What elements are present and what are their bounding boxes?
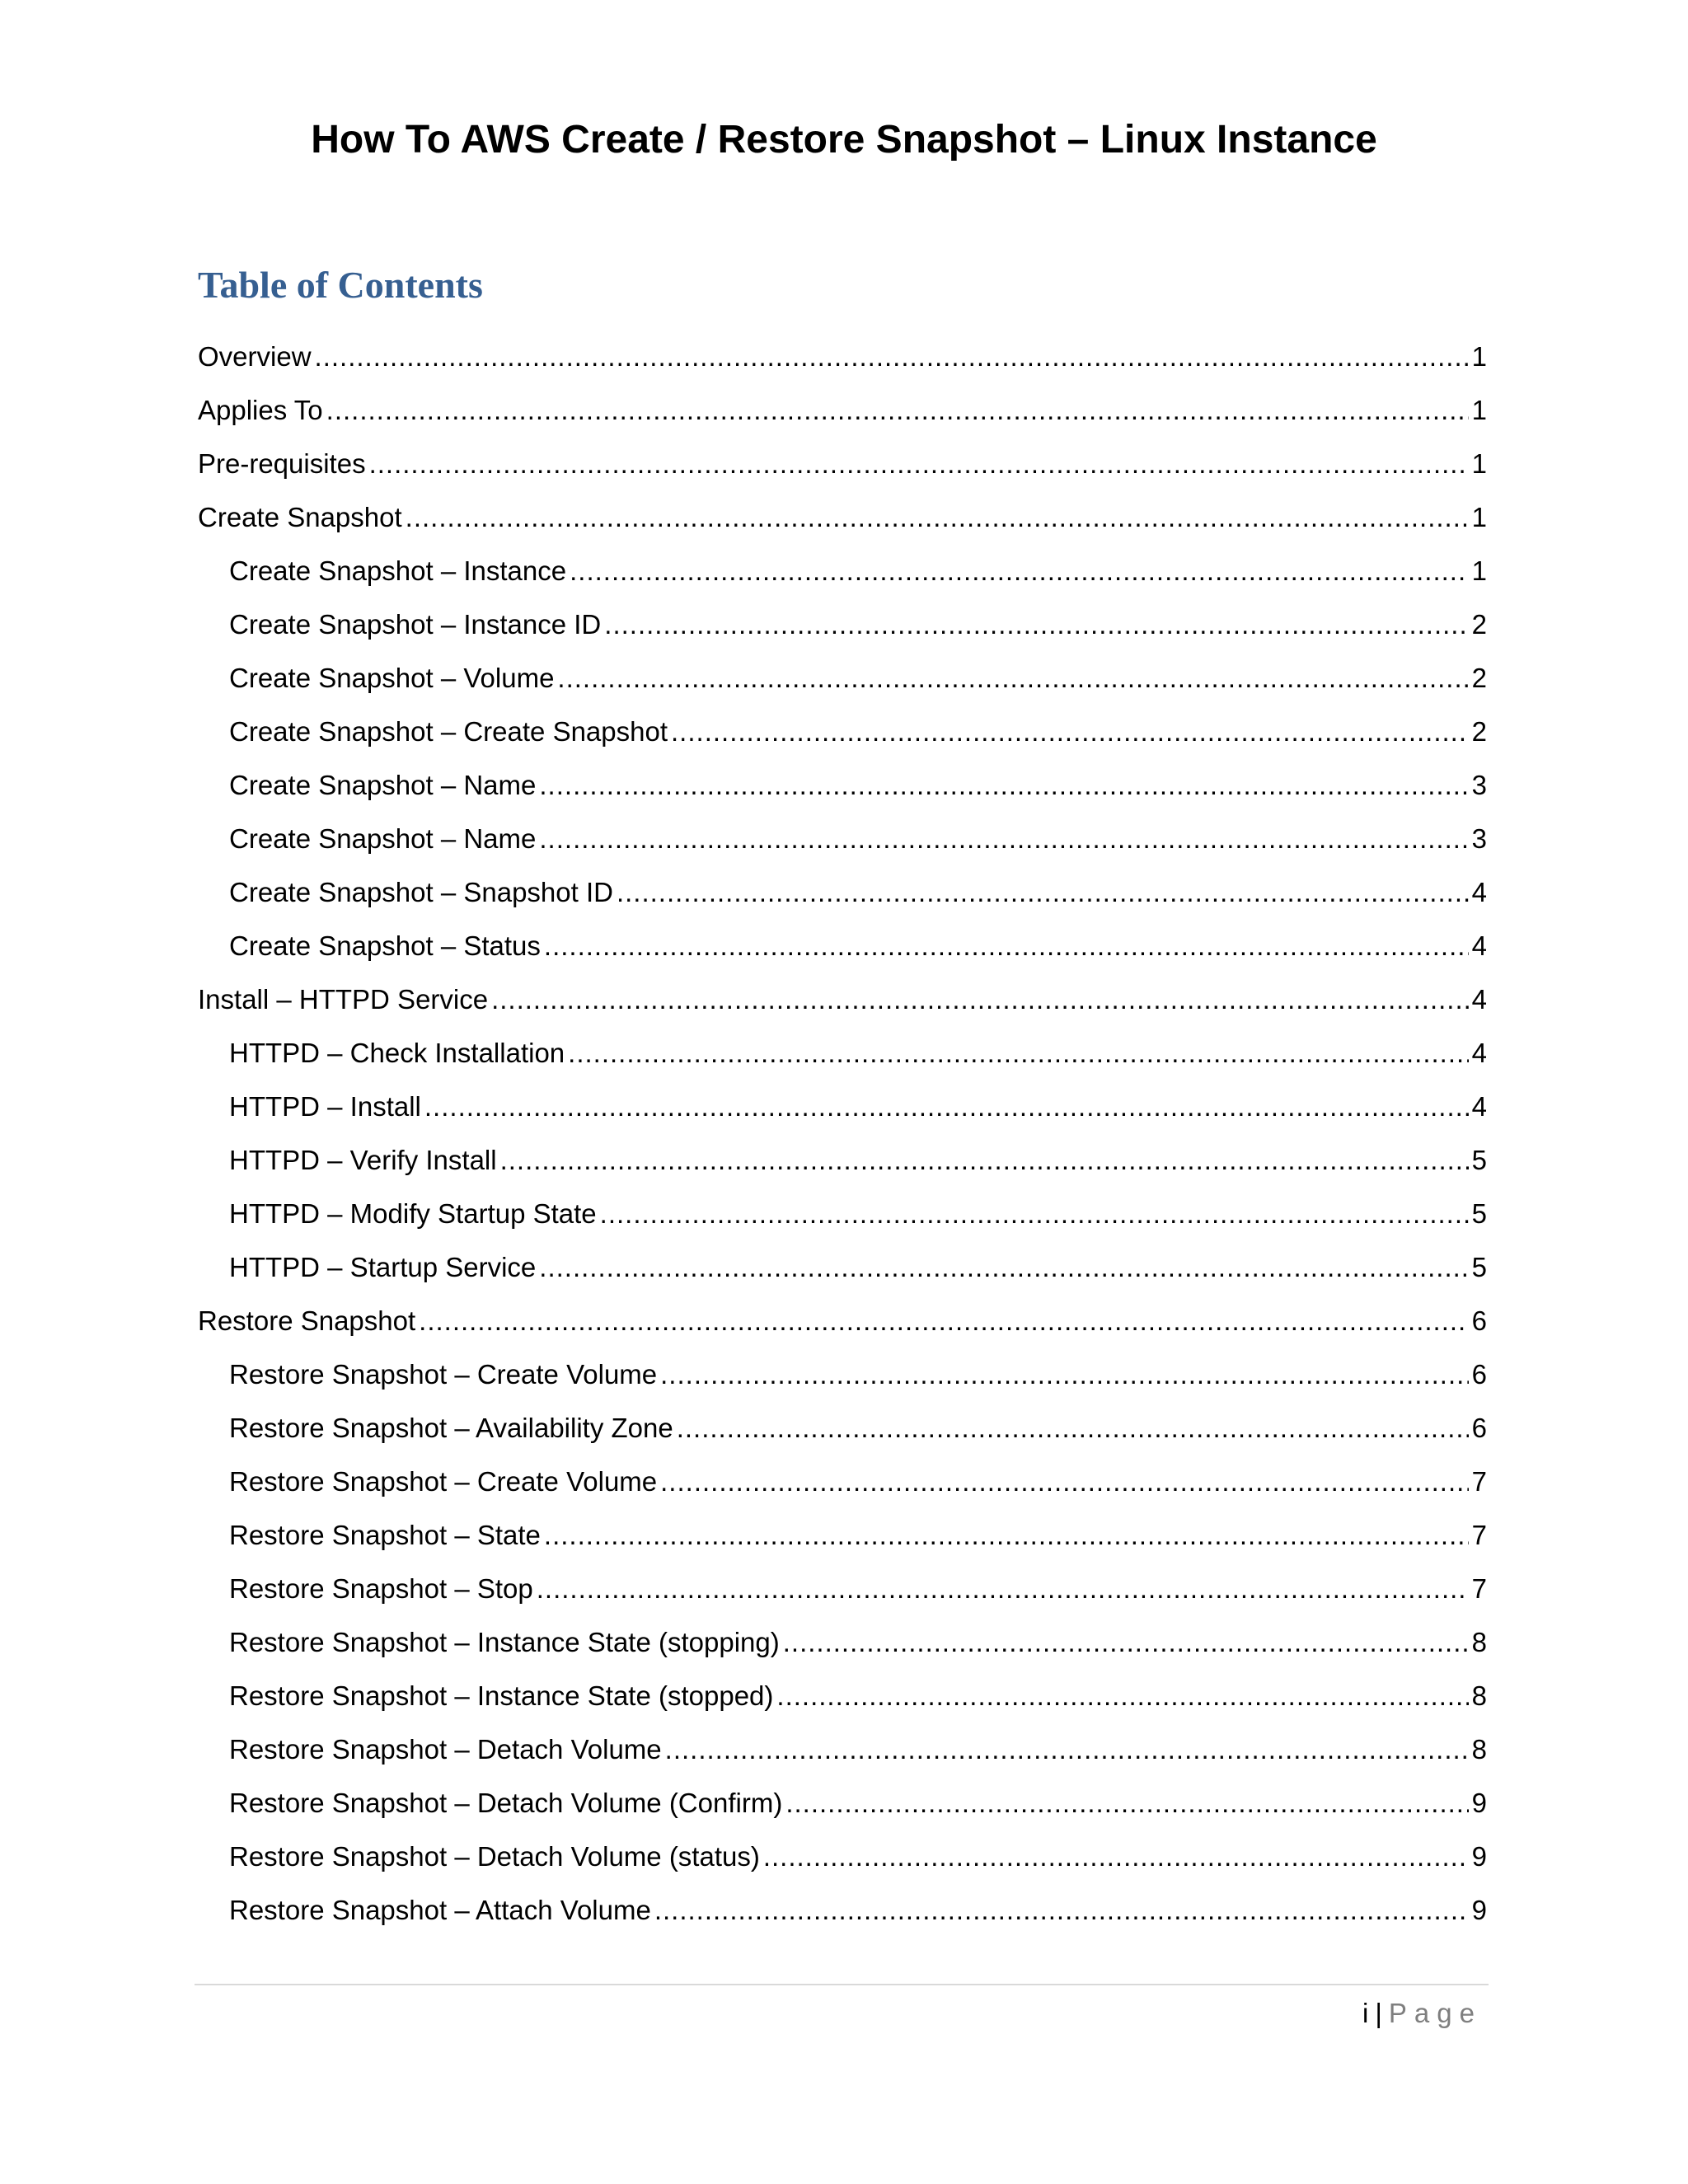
- toc-entry[interactable]: [198, 1026, 1487, 1080]
- toc-entry-label: Restore Snapshot – Instance State (stopped): [229, 1680, 774, 1711]
- toc-entry[interactable]: [198, 544, 1487, 598]
- toc-entry[interactable]: [198, 705, 1487, 758]
- toc-dot-leader: [539, 1240, 1468, 1294]
- toc-entry[interactable]: [198, 1883, 1487, 1937]
- document-title: How To AWS Create / Restore Snapshot – Linux Instance: [311, 118, 1377, 162]
- toc-entry[interactable]: [198, 383, 1487, 437]
- toc-entry[interactable]: [198, 1722, 1487, 1776]
- toc-entry-page: 5: [1471, 1145, 1487, 1175]
- toc-entry[interactable]: [198, 1187, 1487, 1240]
- toc-dot-leader: [406, 490, 1469, 544]
- toc-entry-page: 8: [1471, 1734, 1487, 1765]
- toc-entry[interactable]: [198, 598, 1487, 651]
- toc-dot-leader: [419, 1294, 1468, 1347]
- toc-entry-label: Install – HTTPD Service: [198, 984, 489, 1015]
- toc-entry[interactable]: [198, 1401, 1487, 1455]
- page-footer: [1362, 1993, 1482, 2034]
- toc-entry[interactable]: [198, 1347, 1487, 1401]
- toc-entry-page: 6: [1471, 1305, 1487, 1336]
- toc-entry-page: 4: [1471, 877, 1487, 907]
- toc-entry-page: 1: [1471, 448, 1487, 479]
- toc-dot-leader: [539, 812, 1468, 865]
- toc-entry-label: HTTPD – Install: [229, 1091, 421, 1122]
- toc-dot-leader: [660, 1455, 1469, 1508]
- toc-entry-page: 8: [1471, 1680, 1487, 1711]
- toc-dot-leader: [785, 1776, 1468, 1830]
- toc-entry-label: Create Snapshot – Snapshot ID: [229, 877, 613, 907]
- toc-entry-page: 3: [1471, 823, 1487, 854]
- toc-dot-leader: [539, 758, 1468, 812]
- toc-entry[interactable]: [198, 758, 1487, 812]
- toc-entry-page: 4: [1471, 930, 1487, 961]
- toc-dot-leader: [570, 544, 1469, 598]
- toc-entry-label: Restore Snapshot – Create Volume: [229, 1466, 658, 1497]
- footer-divider: [195, 1984, 1489, 1985]
- toc-entry-label: Restore Snapshot – Attach Volume: [229, 1895, 651, 1925]
- toc-entry-label: Restore Snapshot – Create Volume: [229, 1359, 658, 1390]
- toc-dot-leader: [763, 1830, 1469, 1883]
- toc-dot-leader: [326, 383, 1469, 437]
- toc-entry-label: Restore Snapshot – State: [229, 1520, 541, 1550]
- toc-entry-label: Create Snapshot – Volume: [229, 663, 555, 693]
- toc-entry[interactable]: [198, 1562, 1487, 1615]
- footer-separator: |: [1375, 1998, 1382, 2028]
- toc-entry-page: 5: [1471, 1198, 1487, 1229]
- toc-entry-page: 9: [1471, 1841, 1487, 1872]
- toc-entry[interactable]: [198, 1615, 1487, 1669]
- toc-dot-leader: [617, 865, 1469, 919]
- toc-entry-label: HTTPD – Modify Startup State: [229, 1198, 597, 1229]
- toc-entry-page: 3: [1471, 770, 1487, 800]
- toc-entry-label: Create Snapshot – Instance: [229, 555, 567, 586]
- toc-entry[interactable]: [198, 1080, 1487, 1133]
- footer-page-number: i: [1362, 1998, 1369, 2028]
- toc-entry-label: Create Snapshot – Instance ID: [229, 609, 602, 640]
- toc-entry-page: 1: [1471, 341, 1487, 372]
- toc-entry-label: Create Snapshot – Status: [229, 930, 541, 961]
- toc-dot-leader: [665, 1722, 1469, 1776]
- toc-entry[interactable]: [198, 1240, 1487, 1294]
- toc-entry-page: 2: [1471, 716, 1487, 747]
- toc-entry[interactable]: [198, 1133, 1487, 1187]
- toc-dot-leader: [544, 1508, 1469, 1562]
- toc-entry-page: 1: [1471, 395, 1487, 425]
- toc-entry[interactable]: [198, 1669, 1487, 1722]
- toc-entry-page: 9: [1471, 1895, 1487, 1925]
- toc-entry-page: 2: [1471, 609, 1487, 640]
- toc-entry-label: Restore Snapshot – Instance State (stopping): [229, 1627, 780, 1657]
- footer-page-word: Page: [1388, 1998, 1482, 2028]
- toc-entry[interactable]: [198, 972, 1487, 1026]
- toc-entry-page: 6: [1471, 1359, 1487, 1390]
- toc-dot-leader: [500, 1133, 1469, 1187]
- toc-entry-page: 7: [1471, 1466, 1487, 1497]
- toc-dot-leader: [783, 1615, 1469, 1669]
- toc-entry[interactable]: [198, 919, 1487, 972]
- toc-entry-label: Restore Snapshot – Stop: [229, 1573, 533, 1604]
- toc-entry-label: Create Snapshot – Name: [229, 823, 537, 854]
- toc-entry-label: Restore Snapshot: [198, 1305, 416, 1336]
- toc-entry-page: 9: [1471, 1788, 1487, 1818]
- toc-dot-leader: [677, 1401, 1469, 1455]
- toc-entry-label: Restore Snapshot – Detach Volume: [229, 1734, 662, 1765]
- table-of-contents: [198, 330, 1487, 1937]
- toc-dot-leader: [544, 919, 1469, 972]
- toc-dot-leader: [557, 651, 1468, 705]
- toc-entry-label: Pre-requisites: [198, 448, 366, 479]
- toc-entry[interactable]: [198, 1830, 1487, 1883]
- toc-entry-label: HTTPD – Verify Install: [229, 1145, 497, 1175]
- toc-entry[interactable]: [198, 1776, 1487, 1830]
- toc-dot-leader: [424, 1080, 1469, 1133]
- toc-dot-leader: [776, 1669, 1468, 1722]
- toc-dot-leader: [491, 972, 1469, 1026]
- toc-entry-label: HTTPD – Startup Service: [229, 1252, 537, 1282]
- toc-dot-leader: [568, 1026, 1468, 1080]
- toc-dot-leader: [654, 1883, 1469, 1937]
- toc-entry[interactable]: [198, 437, 1487, 490]
- toc-entry-label: Overview: [198, 341, 312, 372]
- toc-dot-leader: [537, 1562, 1469, 1615]
- toc-entry[interactable]: [198, 330, 1487, 383]
- toc-entry[interactable]: [198, 812, 1487, 865]
- toc-entry-page: 7: [1471, 1573, 1487, 1604]
- toc-entry-label: Create Snapshot – Create Snapshot: [229, 716, 668, 747]
- toc-entry-label: Restore Snapshot – Detach Volume (status): [229, 1841, 760, 1872]
- toc-dot-leader: [369, 437, 1469, 490]
- toc-entry-page: 4: [1471, 1038, 1487, 1068]
- toc-entry[interactable]: [198, 1455, 1487, 1508]
- toc-entry-label: Restore Snapshot – Availability Zone: [229, 1413, 673, 1443]
- toc-entry-page: 4: [1471, 984, 1487, 1015]
- toc-entry[interactable]: [198, 651, 1487, 705]
- toc-entry-page: 7: [1471, 1520, 1487, 1550]
- toc-entry-label: Applies To: [198, 395, 323, 425]
- toc-dot-leader: [604, 598, 1468, 651]
- toc-entry-label: Create Snapshot: [198, 502, 402, 532]
- toc-entry-page: 8: [1471, 1627, 1487, 1657]
- toc-entry-page: 4: [1471, 1091, 1487, 1122]
- toc-entry-page: 6: [1471, 1413, 1487, 1443]
- toc-heading: Table of Contents: [198, 264, 483, 306]
- toc-entry-page: 1: [1471, 502, 1487, 532]
- toc-entry-page: 2: [1471, 663, 1487, 693]
- toc-entry-label: Create Snapshot – Name: [229, 770, 537, 800]
- toc-dot-leader: [315, 330, 1469, 383]
- toc-entry[interactable]: [198, 490, 1487, 544]
- toc-entry-page: 1: [1471, 555, 1487, 586]
- toc-dot-leader: [600, 1187, 1469, 1240]
- toc-entry-page: 5: [1471, 1252, 1487, 1282]
- toc-entry-label: Restore Snapshot – Detach Volume (Confirm): [229, 1788, 783, 1818]
- toc-entry-label: HTTPD – Check Installation: [229, 1038, 565, 1068]
- toc-dot-leader: [660, 1347, 1469, 1401]
- toc-entry[interactable]: [198, 865, 1487, 919]
- toc-entry[interactable]: [198, 1294, 1487, 1347]
- toc-dot-leader: [671, 705, 1469, 758]
- toc-entry[interactable]: [198, 1508, 1487, 1562]
